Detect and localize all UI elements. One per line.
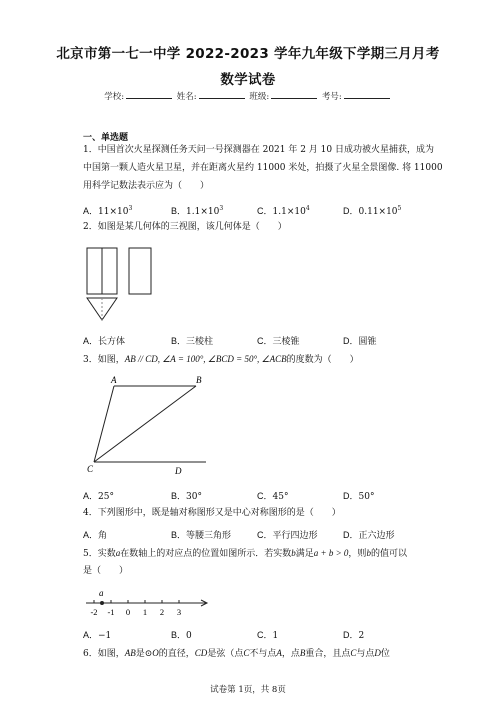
- q3-condition: AB // CD, ∠A = 100°, ∠BCD = 50°, ∠ACB: [124, 354, 287, 364]
- label-d: D: [175, 466, 182, 476]
- three-view-figure: [85, 246, 157, 324]
- q1-line3: 用科学记数法表示应为（ ）: [83, 181, 210, 191]
- q4-stem: 4．下列图形中，既是轴对称图形又是中心对称图形的是（ ）: [83, 508, 341, 518]
- label-a: A: [111, 375, 117, 385]
- q3-option-a: A．25°: [83, 491, 114, 502]
- paper-title-line2: 数学试卷: [220, 72, 276, 88]
- q3-option-d: D．50°: [343, 491, 375, 502]
- parallel-lines-figure: [84, 372, 214, 480]
- section-heading: 一、单选题: [83, 133, 129, 143]
- q1-line1: 1．中国首次火星探测任务天问一号探测器在 2021 年 2 月 10 日成功被火星捕获，成为: [83, 145, 434, 155]
- segment-bc: [94, 386, 196, 462]
- q2-stem: 2．如图是某几何体的三视图，该几何体是（ ）: [83, 222, 287, 232]
- q3-option-b: B．30°: [171, 491, 202, 502]
- tick-label: 3: [176, 607, 182, 617]
- page-footer: 试卷第 1页，共 8页: [210, 685, 286, 695]
- class-blank: [271, 90, 317, 99]
- point-a: [100, 601, 104, 605]
- label-c: C: [87, 464, 94, 474]
- school-blank: [126, 90, 172, 99]
- q5-option-c: C．1: [257, 630, 279, 641]
- q1-option-c: C．$1.1\times 10^4$: [257, 205, 310, 217]
- tick-label: 1: [142, 607, 148, 617]
- q4-option-a: A．角: [83, 530, 108, 541]
- q2-option-c: C．三棱锥: [257, 336, 300, 347]
- q3-option-c: C．45°: [257, 491, 289, 502]
- q2-option-a: A．长方体: [83, 336, 126, 347]
- q5-line1: 5．实数a在数轴上的对应点的位置如图所示．若实数b满足a + b > 0，则b的值可以: [83, 548, 407, 559]
- tick-label: -1: [107, 607, 115, 617]
- top-view: [87, 298, 117, 320]
- q4-option-b: B．等腰三角形: [171, 530, 232, 541]
- tick-label: -2: [90, 607, 98, 617]
- q1-line2: 中国第一颗人造火星卫星，并在距离火星约 11000 米处，拍摄了火星全景图像. 将 11000: [83, 163, 443, 173]
- tick-label: 0: [125, 607, 131, 617]
- q2-option-b: B．三棱柱: [171, 336, 214, 347]
- school-label: 学校:: [104, 92, 125, 102]
- q3-stem: 3．如图，AB // CD, ∠A = 100°, ∠BCD = 50°, ∠ACB的度数为（ ）: [83, 354, 359, 365]
- number-line-figure: [84, 585, 214, 619]
- label-b: B: [196, 375, 202, 385]
- q6-stem: 6．如图，AB是⊙O的直径，CD是弦（点C不与点A，点B重合，且点C与点D位: [83, 648, 390, 659]
- q5-option-d: D．2: [343, 630, 365, 641]
- q4-option-d: D．正六边形: [343, 530, 395, 541]
- side-view: [129, 248, 151, 294]
- segment-ac: [94, 386, 114, 462]
- q4-option-c: C．平行四边形: [257, 530, 318, 541]
- q1-option-a: A．$11\times 10^3$: [83, 205, 133, 217]
- name-blank: [199, 90, 245, 99]
- q2-option-d: D．圆锥: [343, 336, 377, 347]
- q1-option-d: D．$0.11\times 10^5$: [343, 205, 402, 217]
- tick-label: 2: [159, 607, 165, 617]
- student-info-row: [0, 90, 496, 102]
- q5-condition: a + b > 0: [313, 548, 349, 558]
- class-label: 班级:: [249, 92, 270, 102]
- q5-line2: 是（ ）: [83, 566, 129, 576]
- q5-option-a: A．−1: [83, 630, 112, 641]
- name-label: 姓名:: [176, 92, 197, 102]
- q5-option-b: B．0: [171, 630, 192, 641]
- point-a-label: a: [99, 588, 104, 598]
- exam-no-blank: [344, 90, 390, 99]
- exam-no-label: 考号:: [321, 92, 342, 102]
- q1-option-b: B．$1.1\times 10^3$: [171, 205, 224, 217]
- paper-title-line1: 北京市第一七一中学 2022-2023 学年九年级下学期三月月考: [56, 46, 440, 62]
